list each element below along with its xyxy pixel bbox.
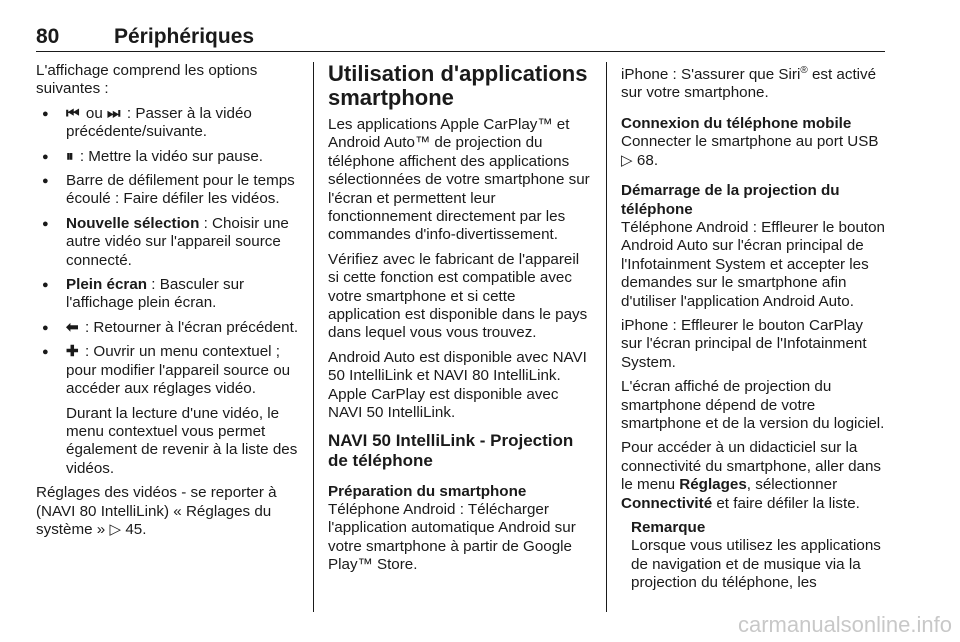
bullet-item: ● Barre de défilement pour le temps écoulé : Faire défiler les vidéos. <box>36 172 300 209</box>
bullet-continuation: Durant la lecture d'une vidéo, le menu contextuel vous permet également de revenir à la liste des vidéos. <box>66 404 298 477</box>
bullet-item: ● ⏸ : Mettre la vidéo sur pause. <box>36 148 300 166</box>
heading-start-projection: Démarrage de la projection du téléphone <box>621 182 840 218</box>
paragraph: iPhone : S'assurer que Siri® est activé sur votre smartphone. <box>621 65 877 102</box>
page-number: 80 <box>36 25 60 48</box>
heading-phone-connection: Connexion du téléphone mobile <box>621 114 852 132</box>
paragraph: iPhone : Effleurer le bouton CarPlay sur l'écran principal de l'Infotainment System. <box>621 316 867 371</box>
paragraph: Vérifiez avec le fabricant de l'appareil si cette fonction est compatible avec votre smartphone et si cette application est disponible dans le pays dans lequel vous vous trouvez. <box>328 250 588 342</box>
note-title: Remarque <box>631 519 706 536</box>
reference-arrow-icon: ▷ <box>621 151 633 169</box>
column-divider <box>313 62 314 612</box>
intro-text: L'affichage comprend les options suivantes : <box>36 62 258 98</box>
watermark: carmanualsonline.info <box>737 612 952 637</box>
bullet-item: ● Plein écran : Basculer sur l'affichage plein écran. <box>36 276 300 313</box>
paragraph: L'écran affiché de projection du smartphone dépend de votre smartphone et de la version du logiciel. <box>621 378 885 432</box>
bullet-item: ● Nouvelle sélection : Choisir une autre vidéo sur l'appareil source connecté. <box>36 215 300 270</box>
plus-icon: ✚ <box>66 343 79 361</box>
column-2 <box>328 62 590 581</box>
paragraph: Connecter le smartphone au port USB ▷ 68. <box>621 133 879 169</box>
heading-navi50-projection: NAVI 50 IntelliLink - Projection de téléphone <box>328 430 574 470</box>
bullet-item: ● ⏮ ou ⏭ : Passer à la vidéo précédente/suivante. <box>36 105 300 142</box>
page-ref: 45. <box>125 520 147 538</box>
heading-smartphone-apps: Utilisation d'applications smartphone <box>328 61 588 110</box>
section-title: Périphériques <box>114 25 255 48</box>
paragraph: Les applications Apple CarPlay™ et Android Auto™ de projection du téléphone affichent des applications sélectionnées de votre smartphone sur l'écran et permettent leur fonctionnement directement par les commandes d'info-divertissement. <box>328 116 590 244</box>
bullet-item: ● ✚ : Ouvrir un menu contextuel ; pour modifier l'appareil source ou accéder aux réglages vidéo. <box>36 343 300 398</box>
note-box <box>621 519 885 593</box>
heading-smartphone-prep: Préparation du smartphone <box>328 482 527 500</box>
page-header <box>36 22 885 52</box>
paragraph: Téléphone Android : Effleurer le bouton Android Auto sur l'écran principal de l'Infotainment System et accepter les demandes sur le smartphone afin d'utiliser l'application Android Auto. <box>621 218 886 310</box>
paragraph: Pour accéder à un didacticiel sur la connectivité du smartphone, aller dans le menu Réglages, sélectionner Connectivité et faire défiler la liste. <box>621 439 882 512</box>
column-3 <box>621 62 885 599</box>
page-ref: 68. <box>636 151 659 169</box>
paragraph: Android Auto est disponible avec NAVI 50 IntelliLink et NAVI 80 IntelliLink. Apple CarPlay est disponible avec NAVI 50 IntelliLink. <box>328 348 587 422</box>
back-arrow-icon: ⬅ <box>66 318 79 336</box>
header-rule <box>36 51 885 52</box>
bullet-item: ● ⬅ : Retourner à l'écran précédent. <box>36 319 300 337</box>
skip-forward-icon: ⏭ <box>107 104 121 122</box>
column-divider <box>606 62 607 612</box>
reference-arrow-icon: ▷ <box>109 520 122 538</box>
column-1 <box>36 62 300 545</box>
video-settings-ref: Réglages des vidéos - se reporter à (NAVI 80 IntelliLink) « Réglages du système » ▷ 45. <box>36 484 277 538</box>
skip-back-icon: ⏮ <box>66 104 80 122</box>
note-text: Lorsque vous utilisez les applications de navigation et de musique via la projection du téléphone, les <box>631 537 881 592</box>
paragraph: Téléphone Android : Télécharger l'application automatique Android sur votre smartphone à partir de Google Play™ Store. <box>328 500 576 574</box>
pause-icon: ⏸ <box>66 147 74 165</box>
